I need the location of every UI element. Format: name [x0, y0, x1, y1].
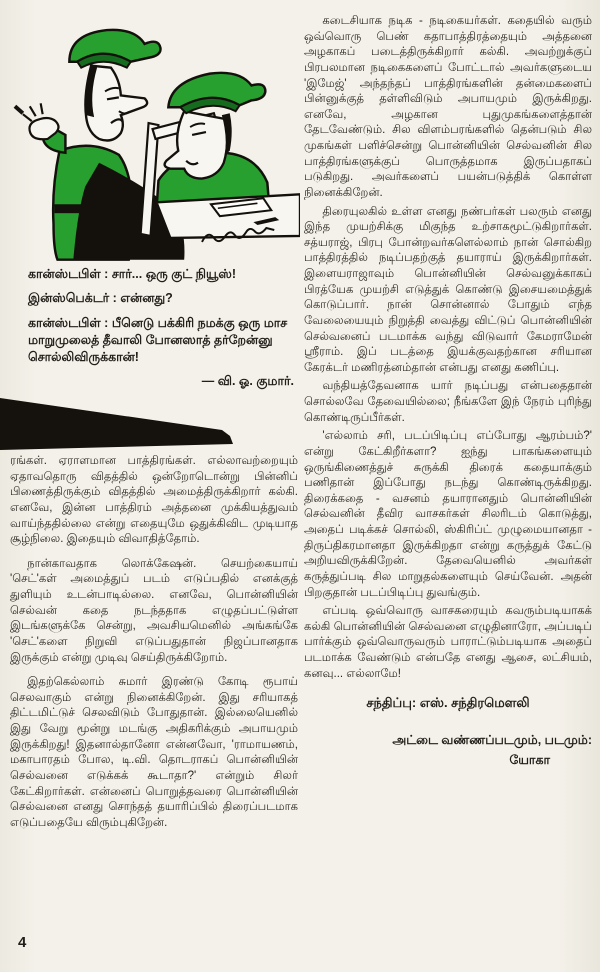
torn-corner-graphic	[0, 386, 240, 452]
desk	[156, 194, 300, 242]
body-paragraph: 'எல்லாம் சரி, படப்பிடிப்பு எப்போது ஆரம்பம்?' என்று கேட்கிறீர்களா? ஐந்து பாகங்களையும் ஒருங்கிணைத்துச் சுருக்கி திரைக் கதையாக்கும் பணிதான் இப்போது நடந்து கொண்டிருக்கிறது. திரைக்கதை - வசனம் தயாரானதும் பொன்னியின் செல்வனின் தீவிர வாசகர்கள் சிலரிடம் கொடுத்து, அதைப் படிக்கச் சொல்லி, ஸ்கிரிப்ட் முழுமையானதா - திருப்திகரமானதா இருக்கிறதா என்று கருத்துக் கேட்டு அறியவிருக்கிறேன். தேவையெனில் அவர்கள் கருத்துப்படி சில மாறுதல்களையும் செய்வேன். அதன் பிறகுதான் படப்பிடிப்பு துவங்கும்.	[304, 430, 592, 599]
caption-line: கான்ஸ்டபிள் : சார்... ஒரு குட் நியூஸ்!	[28, 267, 237, 281]
interview-byline: சந்திப்பு: எஸ். சந்திரமௌலி	[366, 695, 530, 711]
seated-officer	[156, 73, 269, 210]
left-column	[8, 0, 300, 972]
cartoon-illustration	[8, 2, 300, 264]
photo-credits	[304, 730, 592, 770]
cartoon-caption	[28, 266, 298, 398]
cartoon-artist-credit: — வி. ஓ. குமார்.	[201, 374, 294, 389]
left-body-text	[10, 454, 298, 930]
body-paragraph: வந்தியத்தேவனாக யார் நடிப்பது என்பதைதான் சொல்லவே தேவையில்லை; நீங்களே இந் நேரம் புரிந்து கொண்டிருப்பீர்கள்.	[304, 380, 592, 424]
caption-line: இன்ஸ்பெக்டர் : என்னது?	[28, 291, 173, 306]
credit-label: அட்டை வண்ணப்படமும், படமும்:	[392, 732, 592, 747]
body-paragraph: ரங்கள். ஏராளமான பாத்திரங்கள். எல்லாவற்றையும் ஏதாவதொரு விதத்தில் ஒன்றோடொன்று பின்னிப் பிணைத்திருக்கும் விதத்தில் அமைத்திருக்கிறார் கல்கி. எனவே, இன்ன பாத்திரம் அத்தனை முக்கியத்துவம் வாய்ந்ததில்லை என்று எதையுமே ஒதுக்கிவிட முடியாத சூழ்நிலை. இதையும் விவாதித்தோம்.	[10, 455, 298, 546]
page-number: 4	[18, 934, 27, 951]
caption-line: கான்ஸ்டபிள் : பீனெடு பக்கிரி நமக்கு ஒரு மாச மாறுமுலைத் தீவாலி போனஸாத் தர்றேன்னு சொல்லிவிருக்கான்!	[28, 315, 288, 364]
right-column	[304, 14, 592, 966]
body-paragraph: எப்படி ஒவ்வொரு வாசகரையும் கவரும்படியாகக் கல்கி பொன்னியின் செல்வனை எழுதினாரோ, அப்படிப் பார்க்கும் ஒவ்வொருவரும் பாராட்டும்படியாக அதைப் படமாக்க வேண்டும் என்பதே எனது ஆசை, லட்சியம், கனவு... எல்லாமே!	[304, 605, 592, 680]
body-paragraph: கடைசியாக நடிக - நடிகையர்கள். கதையில் வரும் ஒவ்வொரு பெண் கதாபாத்திரத்தையும் அத்தனை அழகாகப் படைத்திருக்கிறார் கல்கி. அவற்றுக்குப் பிரபலமான நடிகைகளைப் போட்டால் அவர்களுடைய 'இமேஜ்' அந்தந்தப் பாத்திரங்களின் தன்மைகளைப் பின்னுக்குத் தள்ளிவிடும் அபாயமும் இருக்கிறது. எனவே, அழகான புதுமுகங்களைத்தான் தேடவேண்டும். சில விளம்பரங்களில் தென்படும் சில முகங்கள் பளிச்சென்று பொன்னியின் செல்வனின் சில பாத்திரங்களுக்குப் பொருத்தமாக இருப்பதாகப் படுகிறது. அவர்களைப் பயன்படுத்திக் கொள்ள நினைக்கிறேன்.	[304, 15, 592, 199]
body-paragraph: நான்காவதாக லொக்கேஷன். செயற்கையாய் 'செட்'கள் அமைத்துப் படம் எடுப்பதில் எனக்குத் துளியும் உடன்பாடில்லை. எனவே, பொன்னியின் செல்வன் கதை நடந்ததாக எழுதப்பட்டுள்ள இடங்களுக்கே சென்று, அவசியமெனில் அங்கங்கே 'செட்'களை நிறுவி எடுப்பதுதான் நிஜப்பானதாக இருக்கும் என்று முடிவு செய்திருக்கிறோம்.	[10, 557, 298, 664]
body-paragraph: திரையுலகில் உள்ள எனது நண்பர்கள் பலரும் எனது இந்த முயற்சிக்கு மிகுந்த உற்சாகமூட்டுகிறார்கள். சத்யராஜ், பிரபு போன்றவர்களெல்லாம் நான் சொல்கிற பாத்திரத்தில் நடிப்பதற்குத் தயாராய் இருக்கிறார்கள். இளையராஜாவும் பொன்னியின் செல்வனுக்காகப் பிரத்யேக முயற்சி எடுத்துக் கொண்டு இசையமைத்துக் கொடுப்பார். நான் சொன்னால் போதும் எந்த வேலையையும் நிறுத்தி வைத்து விட்டுப் பொன்னியின் செல்வனைப் படமாக்க வந்து விடுவார் கேமராமேன் ஸ்ரீராம். இப் படத்தை இயக்குவதற்கான சரியான கேரக்டர் மணிரத்னம்தான் என்பது எனது கணிப்பு.	[304, 205, 592, 374]
credit-artist-name: யோகா	[509, 752, 550, 767]
body-paragraph: இதற்கெல்லாம் சுமார் இரண்டு கோடி ரூபாய் செலவாகும் என்று நினைக்கிறேன். இது சரியாகத் திட்டமிட்டுச் செலவிடும் போதுதான். இல்லையெனில் இது வேறு மூன்று மடங்கு அதிகரிக்கும் அபாயமும் இருக்கிறது! இதனால்தானோ என்னவோ, 'ராமாயணம், மகாபாரதம் போல, டி.வி. தொடராகப் பொன்னியின் செல்வனை எடுக்கக் கூடாதா?' என்றும் சிலர் கேட்கிறார்கள். என்னைப் பொறுத்தவரை பொன்னியின் செல்வனை எனது சொந்தத் தயாரிப்பில் திரைப்படமாக எடுப்பதையே விரும்புகிறேன்.	[10, 676, 298, 829]
